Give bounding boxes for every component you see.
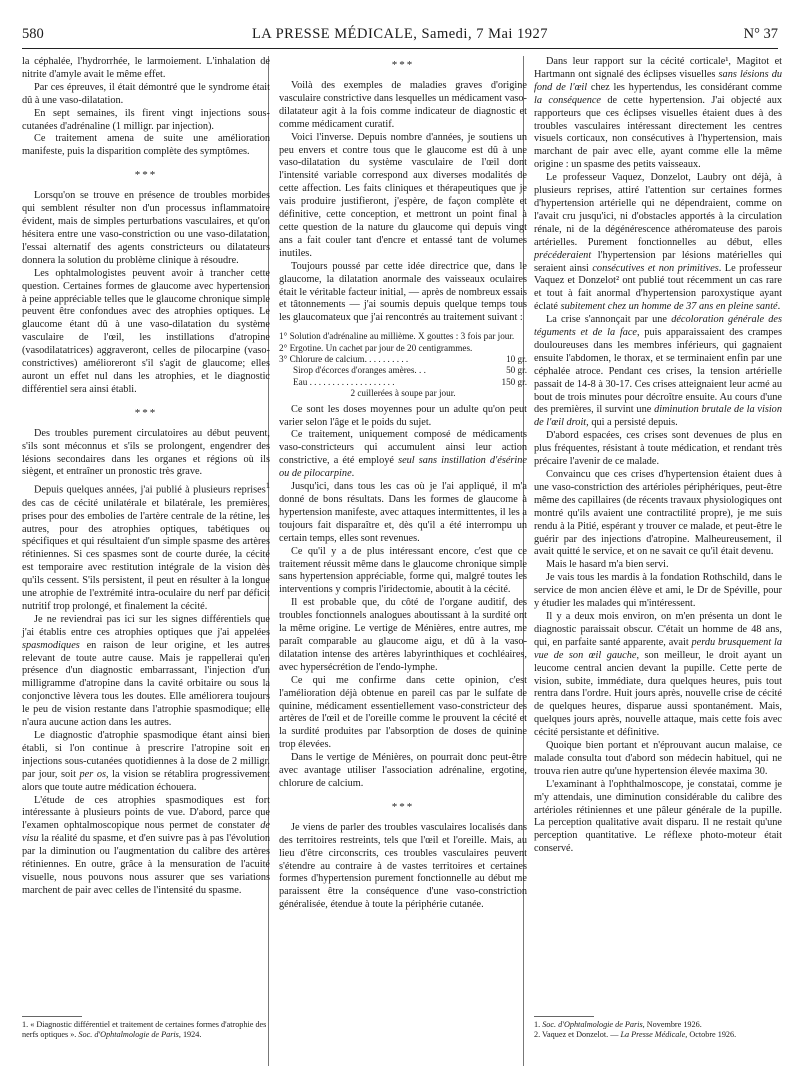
paragraph: Jusqu'ici, dans tous les cas où je l'ai appliqué, il m'a donné de bons résultats. Dans les formes de glaucome à hypertension manifeste, avec attaques intermittentes, il les a toujours fait disparaître et, dès qu'il a été interrompu un certain temps, elles sont revenues. [279,481,527,544]
paragraph: Quoique bien portant et n'éprouvant aucun malaise, ce malade consulta tout d'abord son médecin habituel, qui ne trouva rien autre qu'une hypertension élevée maxima 30. [534,740,782,777]
prescription-item: 1° Solution d'adrénaline au millième. X gouttes : 3 fois par jour. [279,331,515,342]
journal-title: LA PRESSE MÉDICALE, Samedi, 7 Mai 1927 [251,26,549,42]
paragraph: La crise s'annonçait par une décoloration générale des téguments et de la face, puis apparaissaient des crampes douloureuses dans les membres inférieurs, qui gagnaient ensuite l'abdomen, le thorax, et se terminaient enfin par une céphalée atroce. Pendant ces crises, la tension artérielle passait de 14-8 à 30-17. Ces crises atteignaient leur acmé au bout de trois minutes pour décroître ensuite. Au cours d'une des premières, il survint une diminution brutale de la vision de l'œil droit, qui a persisté depuis. [534,314,782,429]
paragraph: Il y a deux mois environ, on m'en présenta un dont le diagnostic paraissait obscur. C'était un homme de 48 ans, qui, en parfaite santé apparente, avait perdu brusquement la vue de son œil gauche, son meilleur, le droit ayant un leucome central ancien devant la pupille. Cette perte de vision, subite, immédiate, dura quelques heures, puis tout rentra dans l'ordre. Huit jours après, nouvelle crise de cécité de quelques heures, disparue aussi spontanément. Mais, quelques jours après, nouvelle attaque, mais cette fois avec cécité persistante et définitive. [534,610,782,739]
paragraph: Ce traitement, uniquement composé de médicaments vaso-constricteurs qui accumulent ainsi leur action constrictive, a été employé seul sans instillation d'ésérine ou de pilocarpine. [279,429,527,480]
column-3 [534,56,782,856]
paragraph: Voici l'inverse. Depuis nombre d'années, je soutiens un peu envers et contre tous que le glaucome est dû à une vaso-dilatation du système vasculaire de l'œil dont l'intensité variable correspond aux diverses modalités de cette affection. Les faits cliniques et thérapeutiques que je vais produire justifieront, j'espère, de façon complète et définitive, cette conception, et mettront un point final à cette question de la nature du glaucome qui depuis vingt ans a fait couler tant d'encre et entassé tant de volumes inutiles. [279,131,527,259]
prescription-item: Eau . . . . . . . . . . . . . . . . . . . 150 gr. [293,376,527,387]
paragraph: L'étude de ces atrophies spasmodiques est fort intéressante à plusieurs points de vue. D'abord, parce que l'examen ophtalmoscopique nous permet de constater de visu la réalité du spasme, et d'en suivre pas à pas l'évolution par la diminution ou l'augmentation du calibre des artères rétiniennes. En outre, grâce à la mensuration de l'acuité visuelle, nous pouvons nous assurer que ses variations marchent de pair avec celles de l'intensité du spasme. [22,794,270,896]
paragraph: Je ne reviendrai pas ici sur les signes différentiels que j'ai établis entre ces atrophies optiques que j'ai appelées spasmodiques en raison de leur origine, et les autres relevant de toute autre cause. Mais je rappellerai qu'en présence d'un diagnostic embarrassant, l'injection d'un milligramme d'atropine dans la cavité orbitaire ou sous la conjonctive lèvera tous les doutes. Elle améliorera toujours le peu de vision restante dans l'atrophie spasmodique; elle n'aura aucune action dans les autres. [22,613,270,729]
paragraph: Je viens de parler des troubles vasculaires localisés dans des territoires restreints, tels que l'œil et l'oreille. Mais, au lieu d'être circonscrits, ces troubles vasculaires peuvent s'étendre au contraire à de vastes territoires et certaines formes d'hypertension purement fonctionnelle au début me paraissent être la conséquence d'une vaso-constriction généralisée, étendue à toute la périphérie cutanée. [279,821,527,911]
paragraph: En sept semaines, ils firent vingt injections sous-cutanées d'adrénaline (1 milligr. par injection). [22,107,270,132]
prescription-item: 3° Chlorure de calcium. . . . . . . . . . 10 gr. [279,354,527,365]
paragraph: Lorsqu'on se trouve en présence de troubles morbides qui semblent résulter non d'un processus inflammatoire évident, mais de simples perturbations vasculaires, et qu'on hésitera entre une vaso-constriction ou une vaso-dilatation, l'essai alternatif des agents constricteurs ou dilatateurs donnera la solution du problème clinique à résoudre. [22,190,270,266]
section-separator: *** [134,406,158,419]
paragraph: Voilà des exemples de maladies graves d'origine vasculaire constrictive dans lesquelles un médicament vaso-dilatateur agit à la fois comme indicateur de diagnostic et comme médicament curatif. [279,80,527,130]
page-number: 580 [22,26,44,42]
paragraph: Des troubles purement circulatoires au début peuvent, s'ils sont méconnus et s'ils se prolongent, engendrer des lésions secondaires dans les organes et régions où ils siègent, et entraîner un pronostic très grave. [22,427,270,478]
issue-number: N° 37 [743,26,778,42]
paragraph: Par ces épreuves, il était démontré que le syndrome était dû à une vaso-dilatation. [22,81,270,106]
footnote: 1. « Diagnostic différentiel et traitement de certaines formes d'atrophie des nerfs optiques ». Soc. d'Ophtalmologie de Paris, 1924. [22,1016,270,1040]
paragraph: Dans le vertige de Ménières, on pourrait donc peut-être avec avantage utiliser l'association adrénaline, ergotine, chlorure de calcium. [279,752,527,789]
paragraph: Ce qu'il y a de plus intéressant encore, c'est que ce traitement réussit même dans le glaucome chronique simple sans hypertension appréciable, forme qui, malgré toutes les interventions y compris l'iridectomie, aboutit à la cécité. [279,545,527,596]
section-separator: *** [391,59,415,71]
paragraph: Le professeur Vaquez, Donzelot, Laubry ont déjà, à plusieurs reprises, attiré l'attention sur certaines formes d'hypertension artérielle qui ne dépendraient, comme on l'avait cru jusqu'ici, ni d'obstacles apportés à la circulation rénale, ni de la dégénérescence athéromateuse des parois artérielles. Purement fonctionnelles au début, elles précéderaient l'hypertension par lésions matérielles qui seraient ainsi consécutives et non primitives. Le professeur Vaquez et Donzelot² ont publié tout récemment un cas rare et tout à fait anormal d'hypertension paroxystique ayant éclaté subitement chez un homme de 37 ans en pleine santé. [534,172,782,313]
paragraph: Dans leur rapport sur la cécité corticale¹, Magitot et Hartmann ont signalé des éclipses visuelles sans lésions du fond de l'œil chez les hypertendus, les considérant comme la conséquence de cette hypertension. J'ai objecté aux rapporteurs que ces éclipses visuelles étaient dues à des troubles vasculaires intéressant directement les centres visuels corticaux, non consécutives à l'hypertension, mais marchant de pair avec elle, ayant comme elle la même origine : un spasme des petits vaisseaux. [534,56,783,171]
prescription-item: Sirop d'écorces d'oranges amères. . . 50 gr. [293,365,527,376]
paragraph: Ce qui me confirme dans cette opinion, c'est l'amélioration déjà obtenue en pareil cas par le sulfate de quinine, médicament essentiellement vaso-constricteur des artères de l'œil et de l'oreille comme le prouvent la cécité et la surdité produites par l'absorption de doses de quinine trop élevées. [279,674,527,751]
paragraph: Le diagnostic d'atrophie spasmodique étant ainsi bien établi, si l'on continue à prescrire l'atropine soit en injections sous-cutanées quotidiennes à la dose de 2 milligr. par jour, soit per os, la vision se rétablira progressivement alors que toute autre médication échouera. [22,730,270,793]
paragraph: Ce traitement amena de suite une amélioration manifeste, puis la disparition complète des symptômes. [22,133,270,158]
footnote: 2. Vaquez et Donzelot. — La Presse Médicale, Octobre 1926. [534,1030,737,1039]
footnote: 1. Soc. d'Ophtalmologie de Paris, Novembre 1926. [534,1020,702,1029]
prescription-block [279,331,527,399]
running-header [22,26,778,49]
prescription-item: 2° Ergotine. Un cachet par jour de 20 centigrammes. [279,342,473,353]
paragraph: Toujours poussé par cette idée directrice que, dans le glaucome, la dilatation anormale des vaisseaux oculaires était le véritable facteur initial, — après de nombreux essais et tâtonnements — j'ai soumis depuis quelque temps tous les glaucomateux que j'ai rencontrés au traitement suivant : [279,260,527,324]
paragraph: Je vais tous les mardis à la fondation Rothschild, dans le service de mon ancien élève et ami, le Dr de Spéville, pour y étudier les malades qui m'intéressent. [534,572,782,610]
column-2 [279,56,527,912]
paragraph: Il est probable que, du côté de l'organe auditif, des troubles fonctionnels analogues aboutissant à la surdité ont la même origine. Le vertige de Ménières, entre autres, me paraît comparable au glaucome aigu, et dû à la vaso-dilatation intense des artères labyrinthiques et cochléaires, avec hypersécrétion de l'endo-lymphe. [279,597,527,673]
paragraph: la céphalée, l'hydrorrhée, le larmoiement. L'inhalation de nitrite d'amyle avait le même effet. [22,56,270,80]
column-1 [22,56,270,898]
paragraph: Convaincu que ces crises d'hypertension étaient dues à une vaso-constriction des artérioles périphériques, peut-être même des capillaires (de récents travaux physiologiques ont montré qu'ils avaient une contractilité propre), je me suis rendu à la Pitié, espérant y trouver ce malade, et peut-être le guérir par des injections d'atropine. Malheureusement, il avait quitté le service, et on ne savait ce qu'il était devenu. [534,469,782,558]
paragraph: Les ophtalmologistes peuvent avoir à trancher cette question. Certaines formes de glaucome avec hypertension à peine appréciable telles que le glaucome chronique simple peuvent être confondues avec des atrophies optiques. Le glaucome étant dû à une vaso-dilatation du système vasculaire de l'œil, les instillations d'atropine (vasodilatatrices) aggraveront, celles de pilocarpine (vaso-constrictives) amélioreront s'il s'agit de glaucome; elles auront un effet nul dans les atrophies, et le diagnostic différentiel sera ainsi établi. [22,267,270,395]
paragraph: L'examinant à l'ophthalmoscope, je constatai, comme je m'y attendais, une diminution considérable du calibre des artérioles rétiniennes et une pâleur générale de la pupille. La perception qualitative avait disparu. Il ne restait qu'une perception quantitative. Le réflexe photo-moteur était conservé. [534,778,782,855]
paragraph: D'abord espacées, ces crises sont devenues de plus en plus fréquentes, résistant à toute médication, et rendant très précaire l'avenir de ce malade. [534,430,782,468]
paragraph: Depuis quelques années, j'ai publié à plusieurs reprises$^1$ des cas de cécité unilatérale et bilatérale, les premières, prises pour des embolies de l'artère centrale de la rétine, les autres, pour des atrophies optiques, tabétiques ou spécifiques et qui résultaient d'un simple spasme des artères rétiniennes. Si ces spasmes sont de courte durée, la cécité est temporaire avec restitution intégrale de la vision dès qu'ils cessent. S'ils persistent, il peut en résulter à la longue une atrophie de l'extrémité intra-oculaire du nerf par déficit nutritif trop prolongé, et finalement la cécité. [22,480,270,612]
section-separator: *** [391,800,415,813]
paragraph: Ce sont les doses moyennes pour un adulte qu'on peut varier selon l'âge et le poids du sujet. [279,403,527,428]
paragraph: Mais le hasard m'a bien servi. [546,559,669,571]
section-separator: *** [134,169,158,182]
footnotes [534,1016,782,1040]
prescription-item: 2 cuillerées à soupe par jour. [350,388,456,399]
